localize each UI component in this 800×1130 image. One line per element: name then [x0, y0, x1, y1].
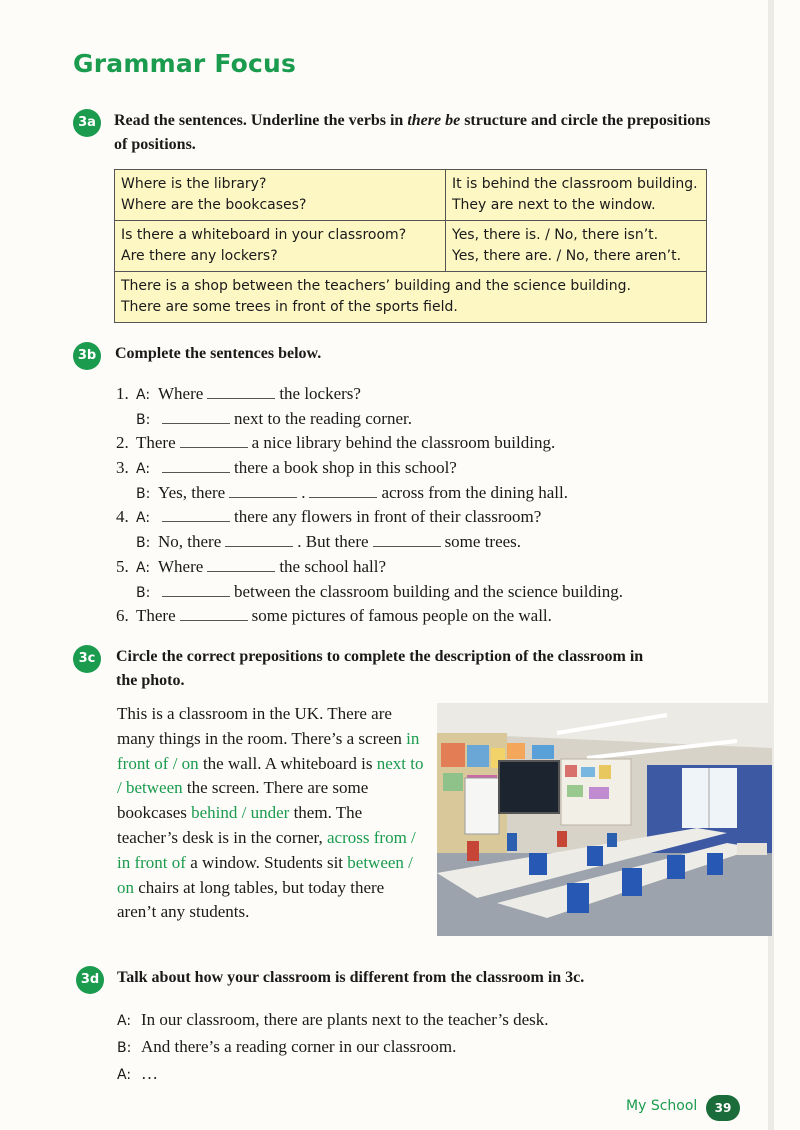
- list-item: 4. A: there any flowers in front of their classroom?: [116, 507, 542, 527]
- list-item: B: And there’s a reading corner in our classroom.: [117, 1037, 457, 1056]
- classroom-photo: [437, 703, 772, 936]
- list-item: B: next to the reading corner.: [136, 408, 412, 428]
- badge-3b: 3b: [73, 342, 101, 370]
- table-row: [115, 272, 707, 323]
- answer-blank[interactable]: [180, 433, 248, 448]
- list-item: 2. There a nice library behind the classroom building.: [116, 433, 556, 453]
- list-item: 6. There some pictures of famous people on the wall.: [116, 606, 552, 626]
- answer-blank[interactable]: [229, 483, 297, 498]
- table-cell: Is there a whiteboard in your classroom? Are there any lockers?: [115, 221, 446, 272]
- table-cell: It is behind the classroom building. They are next to the window.: [446, 170, 707, 221]
- list-item: B: Yes, there . across from the dining hall.: [136, 482, 568, 502]
- table-cell: Yes, there is. / No, there isn’t. Yes, there are. / No, there aren’t.: [446, 221, 707, 272]
- instruction-3d: Talk about how your classroom is different from the classroom in 3c.: [117, 969, 585, 986]
- page-edge: [768, 0, 774, 1130]
- answer-blank[interactable]: [180, 606, 248, 621]
- answer-blank[interactable]: [207, 557, 275, 572]
- page-number: 39: [706, 1095, 740, 1121]
- list-item: A: …: [117, 1064, 158, 1083]
- page-title: Grammar Focus: [73, 49, 297, 78]
- answer-blank[interactable]: [309, 483, 377, 498]
- instruction-3c: Circle the correct prepositions to complete the description of the classroom in the photo.: [116, 648, 644, 689]
- table-cell: Where is the library? Where are the bookcases?: [115, 170, 446, 221]
- list-item: B: between the classroom building and the science building.: [136, 581, 624, 601]
- classroom-description: This is a classroom in the UK. There are many things in the room. There’s a screen in front of / on the wall. A whiteboard is next to / between the screen. There are some bookcases behind / under them. The teacher’s desk is in the corner, across from / in front of a window. Students sit between / on chairs at long tables, but today there aren’t any students.: [117, 704, 424, 922]
- choice-option[interactable]: in front of / on: [117, 728, 420, 773]
- footer-label: My School: [626, 1098, 698, 1114]
- instruction-3a: Read the sentences. Underline the verbs in there be structure and circle the prepositions of positions.: [114, 112, 711, 153]
- answer-blank[interactable]: [162, 458, 230, 473]
- instruction-3b: Complete the sentences below.: [115, 345, 322, 362]
- choice-option[interactable]: between / on: [117, 852, 413, 897]
- answer-blank[interactable]: [225, 532, 293, 547]
- list-item: 1. A: Where the lockers?: [116, 384, 361, 403]
- grammar-table: [114, 169, 707, 323]
- badge-3d: 3d: [76, 966, 104, 994]
- table-cell: There is a shop between the teachers’ building and the science building. There are some trees in front of the sports field.: [115, 272, 707, 323]
- choice-option[interactable]: across from / in front of: [117, 827, 416, 872]
- badge-3a: 3a: [73, 109, 101, 137]
- dialogue-3d: [117, 1007, 549, 1088]
- list-item: A: In our classroom, there are plants next to the teacher’s desk.: [117, 1010, 549, 1029]
- list-item: 3. A: there a book shop in this school?: [116, 458, 457, 478]
- answer-blank[interactable]: [162, 507, 230, 522]
- exercise-3b: [116, 382, 756, 629]
- answer-blank[interactable]: [373, 532, 441, 547]
- list-item: B: No, there . But there some trees.: [136, 532, 522, 552]
- table-row: [115, 170, 707, 221]
- answer-blank[interactable]: [207, 384, 275, 399]
- answer-blank[interactable]: [162, 409, 230, 424]
- list-item: 5. A: Where the school hall?: [116, 556, 387, 576]
- answer-blank[interactable]: [162, 582, 230, 597]
- badge-3c: 3c: [73, 645, 101, 673]
- table-row: [115, 221, 707, 272]
- choice-option[interactable]: behind / under: [191, 803, 290, 823]
- choice-option[interactable]: next to / between: [117, 753, 424, 798]
